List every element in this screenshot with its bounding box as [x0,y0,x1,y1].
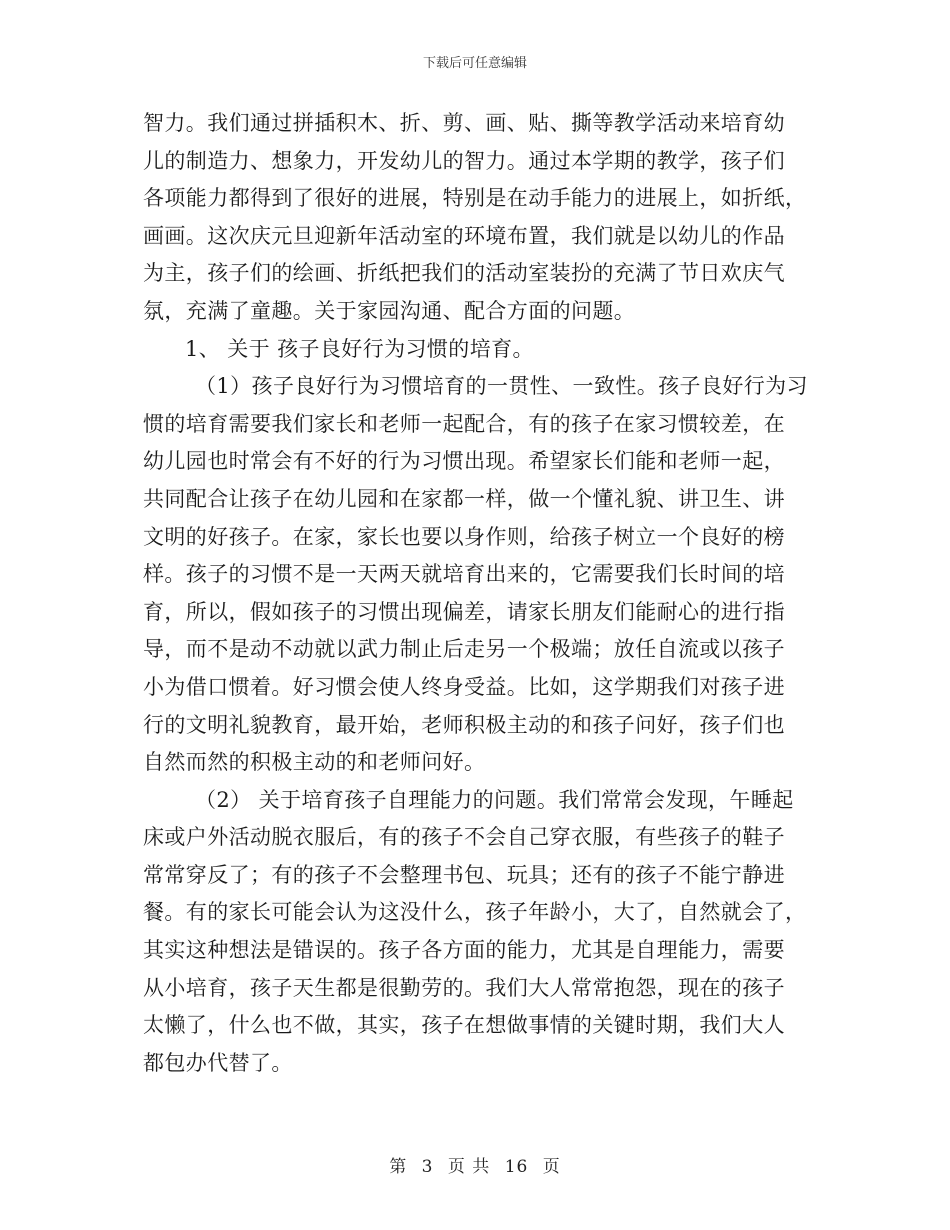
page-header: 下载后可任意编辑 [422,56,527,71]
text-line: 都包办代替了。 [143,1050,293,1075]
text-line: 从小培育，孩子天生都是很勤劳的。我们大人常常抱怨，现在的孩子 [143,975,785,1000]
text-line: 导，而不是动不动就以武力制止后走另一个极端；放任自流或以孩子 [143,637,785,662]
text-line: 各项能力都得到了很好的进展，特别是在动手能力的进展上，如折纸， [143,186,807,211]
paragraph-self-care [143,782,808,1083]
text-line: 智力。我们通过拼插积木、折、剪、画、贴、撕等教学活动来培育幼 [143,111,785,135]
text-line: 育，所以，假如孩子的习惯出现偏差，请家长朋友们能耐心的进行指 [143,599,785,624]
page-footer [0,1152,950,1177]
text-line: 其实这种想法是错误的。孩子各方面的能力，尤其是自理能力，需要 [143,938,785,963]
text-line: （2） 关于培育孩子自理能力的问题。我们常常会发现，午睡起 [195,787,794,812]
text-line: 餐。有的家长可能会认为这没什么，孩子年龄小，大了，自然就会了， [143,900,807,925]
footer-suffix: 页 [542,1157,561,1177]
text-line: 文明的好孩子。在家，家长也要以身作则，给孩子树立一个良好的榜 [143,524,785,549]
text-line: （1）孩子良好行为习惯培育的一贯性、一致性。孩子良好行为习 [195,374,808,399]
paragraph-habits [143,368,808,782]
text-line: 自然而然的积极主动的和老师问好。 [143,750,486,775]
total-page-count: 16 [504,1157,529,1177]
text-line: 共同配合让孩子在幼儿园和在家都一样，做一个懂礼貌、讲卫生、讲 [143,486,785,511]
current-page-number: 3 [421,1157,434,1177]
text-line: 太懒了，什么也不做，其实，孩子在想做事情的关键时期，我们大人 [143,1013,785,1038]
text-line: 床或户外活动脱衣服后，有的孩子不会自己穿衣服，有些孩子的鞋子 [143,825,785,850]
text-line: 幼儿园也时常会有不好的行为习惯出现。希望家长们能和老师一起， [143,449,785,474]
text-line: 小为借口惯着。好习惯会使人终身受益。比如，这学期我们对孩子进 [143,674,785,699]
text-line: 样。孩子的习惯不是一天两天就培育出来的，它需要我们长时间的培 [143,562,785,587]
footer-prefix: 第 [389,1157,408,1177]
section-heading [143,331,808,369]
text-line: 为主，孩子们的绘画、折纸把我们的活动室装扮的充满了节日欢庆气 [143,261,785,286]
text-line: 常常穿反了；有的孩子不会整理书包、玩具；还有的孩子不能宁静进 [143,862,785,887]
text-line: 氛，充满了童趣。关于家园沟通、配合方面的问题。 [143,298,636,323]
heading-line: 1、 关于 孩子良好行为习惯的培育。 [185,336,534,361]
text-line: 惯的培育需要我们家长和老师一起配合，有的孩子在家习惯较差，在 [143,411,785,436]
document-body [143,105,808,1082]
text-line: 儿的制造力、想象力，开发幼儿的智力。通过本学期的教学，孩子们 [143,148,785,173]
footer-middle: 页 共 [447,1157,491,1177]
text-line: 画画。这次庆元旦迎新年活动室的环境布置，我们就是以幼儿的作品 [143,223,785,248]
text-line: 行的文明礼貌教育，最开始，老师积极主动的和孩子问好，孩子们也 [143,712,785,737]
paragraph-intelligence [143,105,808,331]
